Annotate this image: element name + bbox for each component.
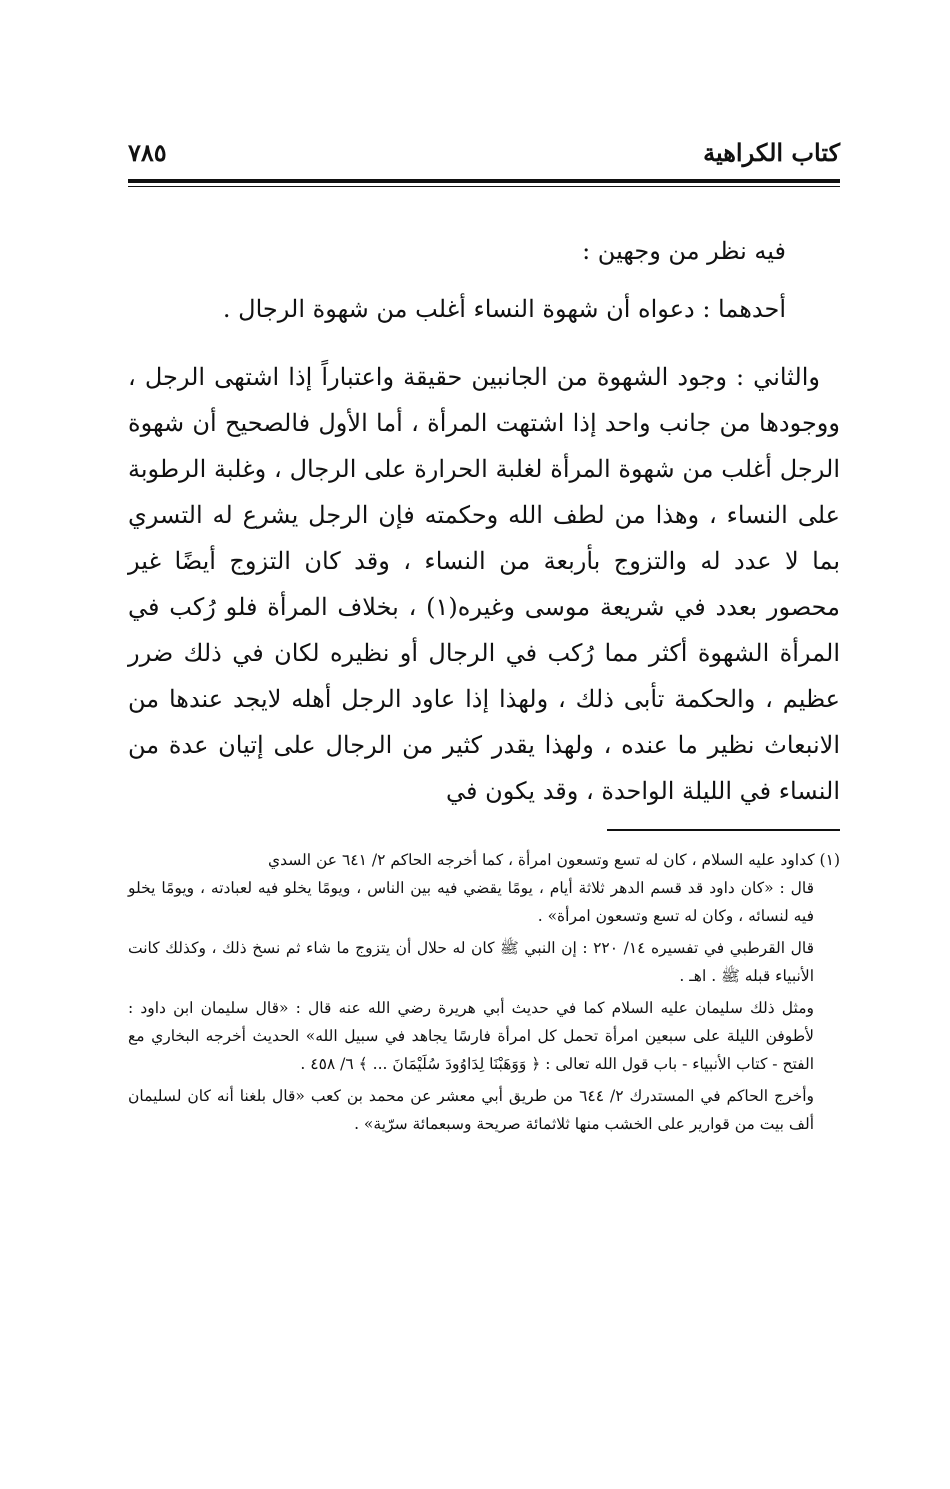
header-rule-thin (128, 186, 840, 187)
footnote-1-quote: قال : «كان داود قد قسم الدهر ثلاثة أيام ، يومًا يقضي فيه بين الناس ، ويومًا يخلو فيه لعبادته ، ويومًا يخلو فيه لنسائه ، وكان له تسع وتسعون امرأة» . (128, 879, 814, 925)
running-header (128, 132, 840, 176)
page-number: ٧٨٥ (128, 138, 167, 167)
footnote-qurtubi: قال القرطبي في تفسيره ١٤/ ٢٢٠ : إن النبي ﷺ كان له حلال أن يتزوج ما شاء ثم نسخ ذلك ، وكذلك كانت الأنبياء قبله ﷺ . اهـ . (128, 939, 814, 985)
body-line-2: أحدهما : دعواه أن شهوة النساء أغلب من شهوة الرجال . (222, 295, 786, 323)
main-text (128, 228, 840, 814)
footnote-1: (١) كداود عليه السلام ، كان له تسع وتسعون امرأة ، كما أخرجه الحاكم ٢/ ٦٤١ عن السدي (267, 851, 840, 869)
header-rule-thick (128, 179, 840, 183)
body-line-1: فيه نظر من وجهين : (582, 237, 786, 265)
footnote-sulayman: ومثل ذلك سليمان عليه السلام كما في حديث أبي هريرة رضي الله عنه قال : «قال سليمان ابن داود : لأطوفن الليلة على سبعين امرأة تحمل كل امرأة فارسًا يجاهد في سبيل الله» الحديث أخرجه البخاري مع الفتح - كتاب الأنبياء - باب قول الله تعالى : ﴿ وَوَهَبْنَا لِدَاوُودَ سُلَيْمَانَ ... ﴾ ٦/ ٤٥٨ . (128, 999, 814, 1073)
footnotes (128, 846, 840, 1138)
footnote-hakim: وأخرج الحاكم في المستدرك ٢/ ٦٤٤ من طريق أبي معشر عن محمد بن كعب «قال بلغنا أنه كان لسليمان ألف بيت من قوارير على الخشب منها ثلاثمائة صريحة وسبعمائة سرّية» . (128, 1087, 814, 1133)
footnote-separator (607, 829, 840, 831)
chapter-title: كتاب الكراهية (703, 138, 840, 167)
body-paragraph: والثاني : وجود الشهوة من الجانبين حقيقة واعتباراً إذا اشتهى الرجل ، ووجودها من جانب واحد إذا اشتهت المرأة ، أما الأول فالصحيح أن شهوة الرجل أغلب من شهوة المرأة لغلبة الحرارة على الرجال ، وغلبة الرطوبة على النساء ، وهذا من لطف الله وحكمته فإن الرجل يشرع له التسري بما لا عدد له والتزوج بأربعة من النساء ، وقد كان التزوج أيضًا غير محصور بعدد في شريعة موسى وغيره(١) ، بخلاف المرأة فلو رُكب في المرأة الشهوة أكثر مما رُكب في الرجال أو نظيره لكان في ذلك ضرر عظيم ، والحكمة تأبى ذلك ، ولهذا إذا عاود الرجل أهله لايجد عندها من الانبعاث نظير ما عنده ، ولهذا يقدر كثير من الرجال على إتيان عدة من النساء في الليلة الواحدة ، وقد يكون في (128, 363, 841, 805)
